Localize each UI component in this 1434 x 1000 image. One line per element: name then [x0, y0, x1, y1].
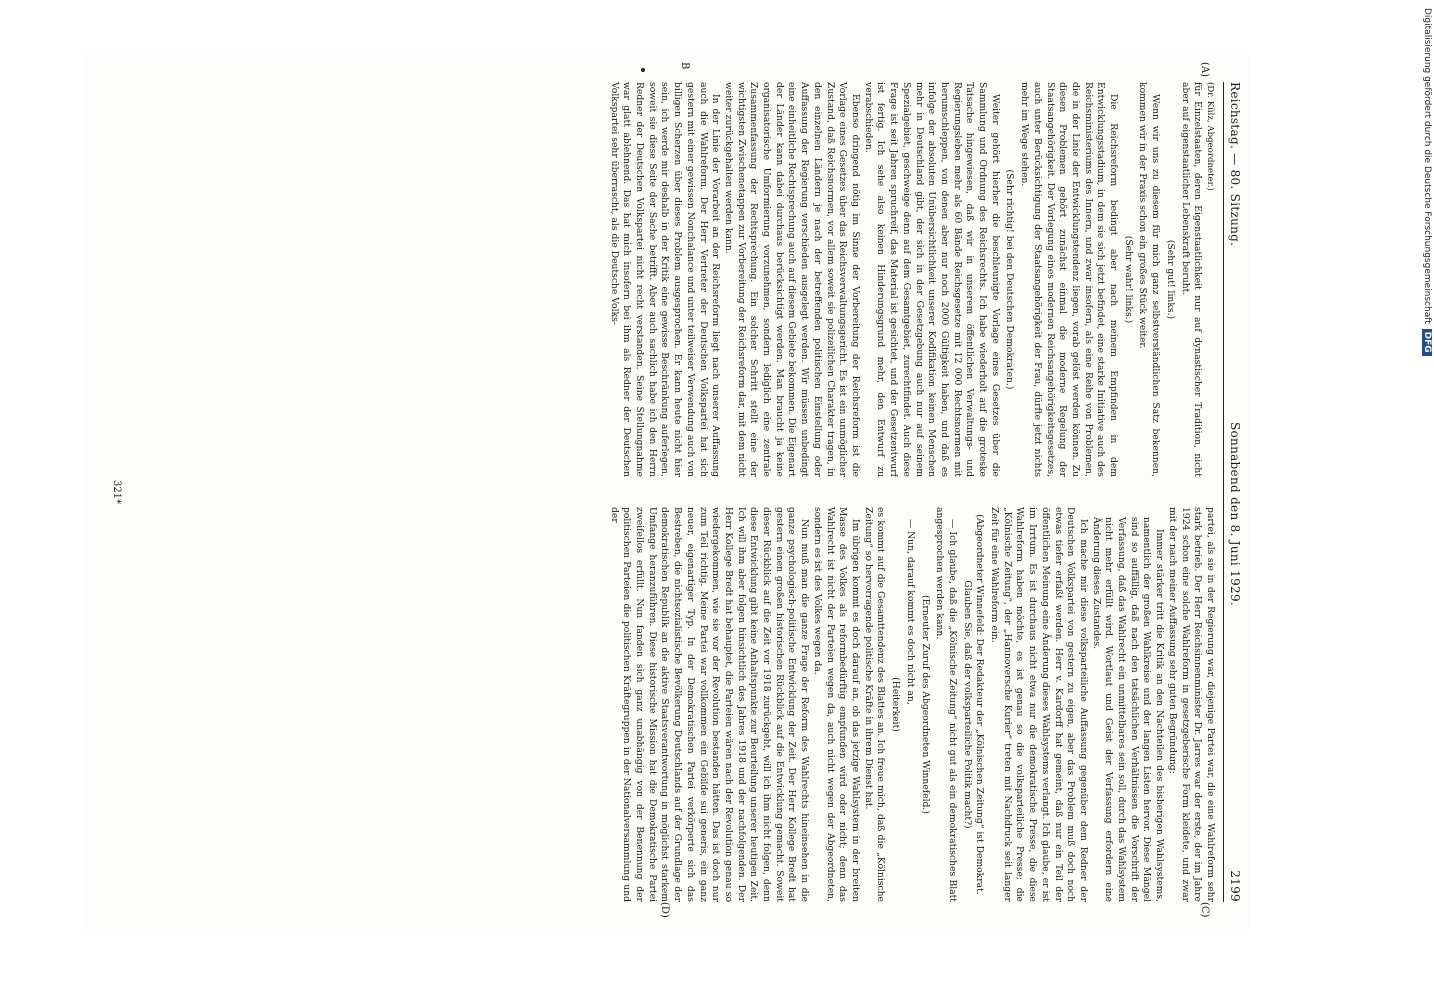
paragraph: Im übrigen kommt es doch darauf an, ob das jetzige Wahlsystem in der breiten Masse des Volkes als reformbedürftig empfunden wird oder nicht; denn das Wahlrecht ist nicht der Parteien wegen da, auch nicht wegen der Abgeordneten, sondern es ist des Volkes wegen da.	[811, 507, 862, 902]
margin-marker-d: (D)	[659, 902, 670, 918]
paragraph: für Einzelstaaten, deren Eigenstaatlichkeit nur auf dynastischer Tradition, nicht aber auf eigenstaatlicher Lebenskraft beruht.	[1179, 82, 1204, 477]
header-date: Sonnabend den 8. Juni 1929.	[1228, 422, 1242, 607]
header-page-number: 2199	[1228, 870, 1242, 902]
paragraph: Die Reichsreform bedingt aber nach meinem Empfinden in dem Entwicklungsstadium, in dem sie sich jetzt befindet, eine starke Initiative auch des Reichsministeriums des Innern, und zwar insofern, als eine Reihe von Problemen, die in der Linie der Entwicklungstendenz liegen, vorab gelöst werden können. Zu diesen Problemen gehört zunächst einmal die moderne Regelung der Staatsangehörigkeit. Der Vorlegung eines modernen Reichsangehörigkeitsgesetzes, auch unter Berücksichtigung der Staatsangehörigkeit der Frau, dürfte jetzt nichts mehr im Wege stehen.	[1019, 82, 1120, 477]
paragraph: In der Linie der Vorarbeit an der Reichsreform liegt nach unserer Auffassung auch die Wahlreform. Der Herr Vertreter der Deutschen Volkspartei hat sich gestern mit einer gewissen Nonchalance und unter teilweiser Verwendung auch von billigen Scherzen über dieses Problem ausgesprochen. Er kann heute nicht hier sein, ich werde mir deshalb in der Kritik eine gewisse Beschränkung auferlegen, soweit sie diese Seite der Sache betrifft. Aber auch sachlich habe ich den Herrn Redner der Deutschen Volkspartei nicht recht verstanden. Seine Stellungnahme war glatt ablehnend. Das hat mich insofern bei ihm als Redner der Deutschen Volkspartei sehr überrascht, als die Deutsche Volks-	[608, 82, 722, 477]
paragraph: Nun muß man die ganze Frage der Reform des Wahlrechts hineinsehen in die ganze psychologisch-politische Entwicklung der Zeit. Der Herr Kollege Bredt hat gestern einen großen historischen Rückblick auf die Entwicklung gemacht. Soweit dieser Rückblick auf die Zeit vor 1918 zurückgeht, will ich ihm nicht folgen, denn diese Entwicklung gibt keine Anhaltspunkte zur Beurteilung unserer heutigen Zeit. Ich will ihm aber folgen hinsichtlich des Jahres 1918 und der nachfolgenden. Der Herr Kollege Bredt hat behauptet, die Parteien wären nach der Revolution genau so wiedergekommen, wie sie vor der Revolution bestanden hätten. Das ist doch nur zum Teil richtig. Meine Partei war vollkommen ein Gebilde sui generis, ein ganz neuer, eigenartiger Typ. In der Demokratischen Partei verkörperte sich das Bestreben, die nichtsozialistische Bevölkerung Deutschlands auf der Grundlage der demokratischen Republik an die aktive Staatsverantwortung in möglichst starkem Umfange heranzuführen. Diese historische Mission hat die Demokratische Partei zweifellos erfüllt. Nun fanden sich ganz unabhängig von der Benennung der politischen Parteien die politischen Kräftegruppen in der Nationalversammlung und der	[608, 507, 811, 902]
left-column	[126, 82, 1216, 477]
interjection: (Sehr wahr! links.)	[1122, 235, 1134, 324]
paragraph: Ich mache mir diese volksparteiliche Auffassung gegenüber dem Redner der Deutschen Volkspartei von gestern zu eigen, aber das Problem muß doch noch etwas tiefer erfaßt werden. Herr v. Kardorff hat gemeint, daß nur ein Teil der öffentlichen Meinung eine Änderung dieses Wahlsystems verlangt. Ich glaube, er ist im Irrtum. Es ist durchaus nicht etwa nur die demokratische Presse, die diese Wahlreform haben möchte, es ist genau so die volksparteiliche Presse; die „Kölnische Zeitung“, der „Hannoversche Kurier“ treten mit Nachdruck seit langer Zeit für eine Wahlreform ein.	[989, 507, 1089, 902]
interjection: (Sehr richtig! bei den Deutschen Demokraten.)	[1004, 169, 1016, 390]
page-header	[1223, 82, 1244, 902]
margin-marker-c: (C)	[1199, 902, 1210, 918]
paragraph: Ebenso dringend nötig im Sinne der Vorbereitung der Reichsreform ist die Vorlage eines Gesetzes über das Reichsverwaltungsgericht. Es ist ein unmöglicher Zustand, daß Reichsnormen, vor allem soweit sie polizeilichen Charakter tragen, in den einzelnen Ländern je nach der betreffenden politischen Einstellung oder Auffassung der Regierung verschieden ausgelegt werden. Wir müssen unbedingt eine einheitliche Rechtsprechung auch auf diesem Gebiete bekommen. Die Eigenart der Länder kann dabei durchaus berücksichtigt werden. Man braucht ja keine organisatorische Umformierung vorzunehmen, sondern lediglich eine zentrale Zusammenfassung der Rechtsprechung. Ein solcher Schritt stellt eine der wichtigsten Zwischenetappen zur Vorbereitung der Reichsreform dar, mit dem nicht weiter zurückgehalten werden kann.	[722, 82, 862, 477]
digitization-credit	[1418, 8, 1432, 992]
interjection: (Abgeordneter Winnefeld: Der Redakteur der „Kölnischen Zeitung“ ist Demokrat. Glauben Sie, daß der volksparteiliche Politik macht?)	[961, 514, 986, 895]
paragraph: partei, als sie in der Regierung war, diejenige Partei war, die eine Wahlreform sehr stark betrieb. Der Herr Reichsinnenminister Dr. Jarres war der erste, der im Jahre 1924 schon eine solche Wahlreform in gesetzgeberische Form kleidete, und zwar mit der nach meiner Auffassung sehr guten Begründung:	[1166, 507, 1216, 902]
margin-marker-a: (A)	[1199, 62, 1210, 78]
document-page	[82, 52, 1250, 932]
header-session: Reichstag. — 80. Sitzung.	[1228, 82, 1242, 247]
speaker-label: (Dr. Külz, Abgeordneter.)	[1205, 82, 1215, 191]
margin-dot	[641, 68, 645, 72]
paragraph: — Nun, darauf kommt es doch nicht an,	[904, 519, 916, 705]
quotation: Immer stärker tritt die Kritik an den Nachteilen des bisherigen Wahlsystems, namentlich der großen Wahlkreise und der langen Listen hervor. Diese Mängel sind so auffällig, daß nach den tatsächlichen Verhältnissen die Vorschrift der Verfassung, daß das Wahlrecht ein unmittelbares sein soll, durch das Wahlsystem nicht mehr erfüllt wird. Wortlaut und Geist der Verfassung erfordern eine Änderung dieses Zustandes.	[1090, 517, 1166, 902]
margin-marker-b: B	[679, 62, 690, 70]
interjection: (Heiterkeit)	[890, 677, 902, 732]
dfg-logo: DFG	[1422, 329, 1432, 356]
paragraph: Wenn wir uns zu diesem für mich ganz selbstverständlichen Satz bekennen, kommen wir in der Praxis schon ein großes Stück weiter.	[1137, 82, 1162, 477]
footer-signature: 321*	[111, 479, 122, 505]
credit-text: Digitalisierung gefördert durch die Deutsche Forschungsgemeinschaft	[1422, 8, 1432, 324]
right-column	[126, 507, 1216, 902]
interjection: (Sehr gut! links.)	[1164, 239, 1176, 320]
interjection: (Erneuter Zuruf des Abgeordneten Winnefeld.)	[919, 595, 931, 814]
paragraph: — Ich glaube, daß die „Kölnische Zeitung“ nicht gut als ein demokratisches Blatt angesprochen werden kann.	[934, 507, 958, 902]
paragraph: es kommt auf die Gesamttendenz des Blattes an. Ich freue mich, daß die „Kölnische Zeitung“ so hervorragende politische Kräfte in ihrem Dienst hat.	[862, 507, 887, 902]
paragraph: Weiter gehört hierher die beschleunigte Vorlage eines Gesetzes über die Sammlung und Ordnung des Reichsrechts. Ich habe wiederholt auf die groteske Tatsache hingewiesen, daß wir in unserem öffentlichen Verwaltungs- und Regierungsleben mehr als 60 Bände Reichsgesetze mit 12 000 Rechtsnormen mit herumschleppen, von denen aber nur noch 2000 Gültigkeit haben, und daß es infolge der absoluten Unübersichtlichkeit unserer Kodifikation keinen Menschen mehr in Deutschland gibt, der sich in der Gesetzgebung auch nur auf seinem Spezialgebiet, geschweige denn auf dem Gesamtgebiet, zurechtfindet. Auch diese Frage ist seit Jahren spruchreif, das Material ist gesichtet, und der Gesetzentwurf ist fertig. Ich sehe also keinen Hinderungsgrund mehr, den Entwurf zu verabschieden.	[862, 82, 1001, 477]
